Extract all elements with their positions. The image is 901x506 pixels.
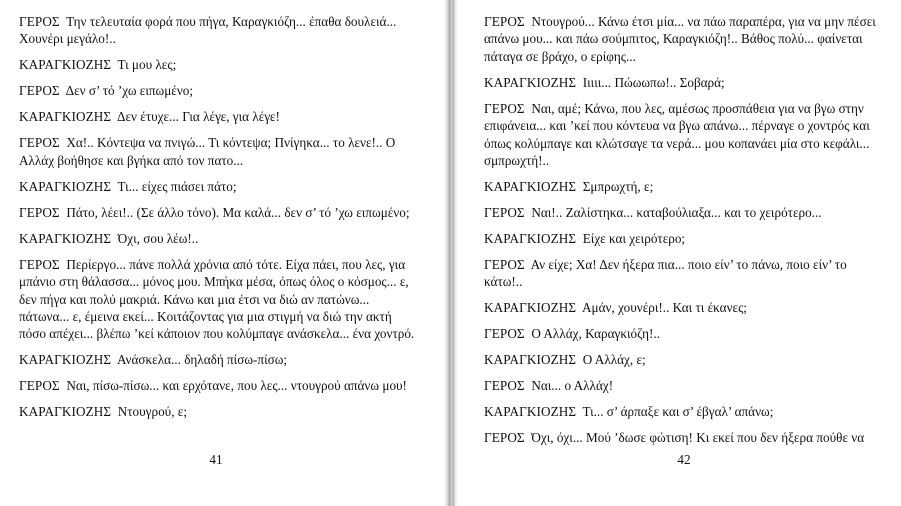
dialogue-line	[484, 299, 888, 316]
dialogue-text: Ο Αλλάχ, ε;	[582, 352, 646, 368]
dialogue-line	[484, 100, 888, 170]
dialogue-line	[19, 377, 421, 394]
speaker-name: ΚΑΡΑΓΚΙΟΖΗΣ	[19, 352, 112, 368]
speaker-name: ΓΕΡΟΣ	[484, 326, 525, 342]
dialogue-line	[484, 74, 888, 91]
speaker-name: ΚΑΡΑΓΚΙΟΖΗΣ	[19, 404, 112, 420]
dialogue-text: Ανάσκελα... δηλαδή πίσω-πίσω;	[117, 352, 288, 368]
dialogue-text: Πάτο, λέει!.. (Σε άλλο τόνο). Μα καλά... δεν σ’ τό ’χω ειπωμένο;	[66, 204, 410, 220]
dialogue-text: Ντουγρού, ε;	[117, 404, 187, 420]
dialogue-line	[19, 108, 421, 125]
dialogue-line	[19, 134, 421, 169]
speaker-name: ΓΕΡΟΣ	[19, 14, 60, 29]
speaker-name: ΚΑΡΑΓΚΙΟΖΗΣ	[484, 352, 577, 368]
dialogue-line	[484, 256, 888, 291]
speaker-name: ΓΕΡΟΣ	[484, 100, 525, 116]
speaker-name: ΚΑΡΑΓΚΙΟΖΗΣ	[484, 74, 577, 90]
dialogue-line	[19, 178, 421, 195]
dialogue-text: Όχι, σου λέω!..	[117, 230, 199, 246]
speaker-name: ΓΕΡΟΣ	[484, 205, 525, 221]
dialogue-line	[19, 351, 421, 368]
dialogue-text: Δεν σ’ τό ’χω ειπωμένο;	[65, 83, 194, 99]
left-page	[0, 0, 444, 506]
dialogue-text: Δεν έτυχε... Για λέγε, για λέγε!	[117, 109, 280, 125]
dialogue-text: Χα!.. Κόντεψα να πνιγώ... Τι κόντεψα; Πνίγηκα... το λενε!.. Ο Αλλάχ βοήθησε και βγήκα από τον πατο...	[19, 135, 396, 168]
dialogue-text: Ναι!.. Ζαλίστηκα... καταβούλιαξα... και το χειρότερο...	[531, 205, 822, 221]
dialogue-line	[484, 403, 888, 420]
dialogue-line	[19, 256, 421, 343]
speaker-name: ΚΑΡΑΓΚΙΟΖΗΣ	[484, 231, 577, 247]
speaker-name: ΚΑΡΑΓΚΙΟΖΗΣ	[19, 230, 112, 246]
page-number: 42	[677, 452, 691, 467]
dialogue-text: Τι... σ’ άρπαξε και σ’ έβγαλ’ απάνω;	[582, 404, 774, 420]
dialogue-line	[484, 204, 888, 221]
dialogue-text: Σμπρωχτή, ε;	[582, 179, 654, 195]
speaker-name: ΓΕΡΟΣ	[484, 14, 525, 29]
speaker-name: ΚΑΡΑΓΚΙΟΖΗΣ	[19, 178, 112, 194]
dialogue-text: Ναι, αμέ; Κάνω, που λες, αμέσως προσπάθεια για να βγω στην επιφάνεια... και ’κεί που κόντευα να βγω απάνω... πέρναγε ο χοντρός και όπως κολύμπαγε και κλώτσαγε τα νερά... μου κοπανάει μία στο κεφάλι... σμπρωχτή!..	[484, 100, 870, 169]
dialogue-text: Είχε και χειρότερο;	[582, 231, 686, 247]
dialogue-line	[19, 56, 421, 73]
dialogue-line	[19, 13, 421, 48]
dialogue-text: Ντουγρού... Κάνω έτσι μία... να πάω παραπέρα, για να μην πέσει απάνω μου... και πάω σούμπιτος, Καραγκιόζη!.. Βάθος πολύ... φαίνεται πάταγα σε βράχο, ο ερίφης...	[484, 14, 876, 64]
dialogue-text: Τι... είχες πιάσει πάτο;	[117, 178, 237, 194]
dialogue-text: Την τελευταία φορά που πήγα, Καραγκιόζη... έπαθα δουλειά... Χουνέρι μεγάλο!..	[19, 14, 397, 47]
speaker-name: ΓΕΡΟΣ	[19, 83, 60, 99]
dialogue-text: Αν είχε; Χα! Δεν ήξερα πια... ποιο είν’ το πάνω, ποιο είν’ το κάτω!..	[484, 257, 847, 290]
speaker-name: ΓΕΡΟΣ	[19, 378, 60, 394]
speaker-name: ΓΕΡΟΣ	[484, 257, 525, 273]
speaker-name: ΚΑΡΑΓΚΙΟΖΗΣ	[484, 404, 577, 420]
dialogue-line	[484, 351, 888, 368]
dialogue-text: Περίεργο... πάνε πολλά χρόνια από τότε. Είχα πάει, που λες, για μπάνιο στη θάλασσα... μόνος μου. Μπήκα μέσα, όπως όλος ο κόσμος... ε, δεν πήγα και πολύ μακριά. Κάνω και μια έτσι να διώ αν πατώνω... πάτωνα... ε, έμεινα εκεί... Κοιτάζοντας για μια στιγμή να διώ την ακτή πόσο απέχει... βλέπω ’κεί κάποιον που κολύμπαγε ανάσκελα... ένα χοντρό.	[19, 256, 415, 342]
dialogue-text: Ναι... ο Αλλάχ!	[531, 378, 614, 394]
speaker-name: ΚΑΡΑΓΚΙΟΖΗΣ	[484, 179, 577, 195]
speaker-name: ΚΑΡΑΓΚΙΟΖΗΣ	[19, 109, 112, 125]
dialogue-text: Τι μου λες;	[117, 57, 177, 73]
dialogue-line	[484, 325, 888, 342]
speaker-name: ΓΕΡΟΣ	[484, 430, 525, 446]
dialogue-text: Αμάν, χουνέρι!.. Και τι έκανες;	[582, 300, 747, 316]
dialogue-text: Όχι, όχι... Μού ’δωσε φώτιση! Κι εκεί που δεν ήξερα πούθε να	[531, 430, 865, 446]
speaker-name: ΚΑΡΑΓΚΙΟΖΗΣ	[19, 57, 112, 73]
page-number: 41	[209, 452, 223, 467]
dialogue-line	[484, 178, 888, 195]
right-page-text	[484, 13, 888, 455]
dialogue-line	[19, 204, 421, 221]
dialogue-line	[484, 377, 888, 394]
dialogue-text: Ναι, πίσω-πίσω... και ερχότανε, που λες... ντουγρού απάνω μου!	[66, 378, 407, 394]
speaker-name: ΓΕΡΟΣ	[19, 204, 60, 220]
dialogue-line	[19, 82, 421, 99]
speaker-name: ΚΑΡΑΓΚΙΟΖΗΣ	[484, 300, 577, 316]
right-page	[458, 0, 901, 506]
speaker-name: ΓΕΡΟΣ	[484, 378, 525, 394]
speaker-name: ΓΕΡΟΣ	[19, 135, 60, 151]
dialogue-line	[484, 230, 888, 247]
dialogue-line	[484, 429, 888, 446]
dialogue-text: Ο Αλλάχ, Καραγκιόζη!..	[531, 326, 660, 342]
dialogue-text: Ιιιιι... Πώωωπω!.. Σοβαρά;	[582, 74, 725, 90]
dialogue-line	[19, 403, 421, 420]
speaker-name: ΓΕΡΟΣ	[19, 256, 60, 272]
left-page-text	[19, 13, 421, 429]
dialogue-line	[19, 230, 421, 247]
page-gutter	[444, 0, 458, 506]
dialogue-line	[484, 13, 888, 65]
